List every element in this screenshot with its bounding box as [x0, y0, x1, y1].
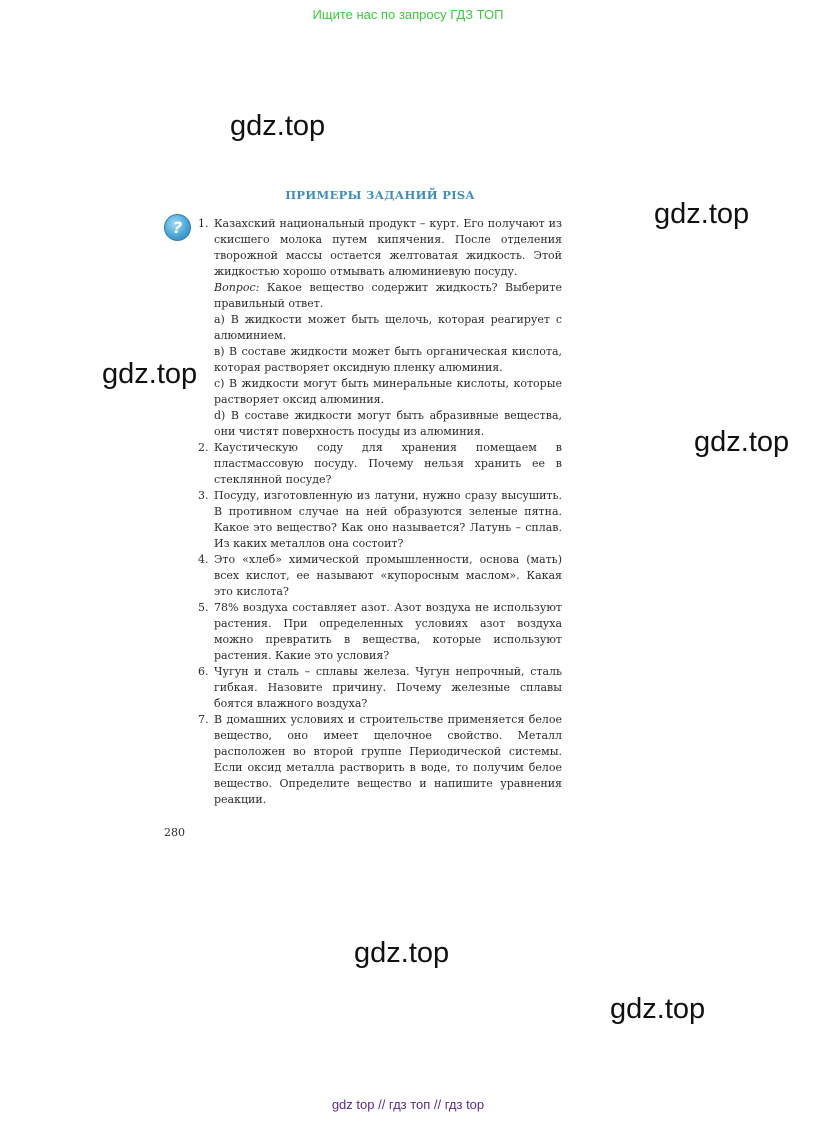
- task-number: 5.: [198, 601, 209, 614]
- watermark: gdz.top: [654, 198, 750, 230]
- task-item: [198, 600, 562, 664]
- task-text: Чугун и сталь – сплавы железа. Чугун непрочный, сталь гибкая. Назовите причину. Почему железные сплавы боятся влажного воздуха?: [214, 665, 562, 710]
- watermark: gdz.top: [610, 993, 706, 1025]
- watermark: gdz.top: [694, 426, 790, 458]
- task-item: [198, 664, 562, 712]
- watermark: gdz.top: [230, 110, 326, 142]
- task-item: [198, 440, 562, 488]
- question-icon: ?: [164, 214, 191, 241]
- task-number: 6.: [198, 665, 209, 678]
- task-number: 7.: [198, 713, 209, 726]
- task-item: [198, 488, 562, 552]
- question-text: Какое вещество содержит жидкость? Выберите правильный ответ.: [214, 281, 562, 310]
- task-item: [198, 712, 562, 808]
- watermark: gdz.top: [354, 937, 450, 969]
- section-title: ПРИМЕРЫ ЗАДАНИЙ PISA: [285, 188, 475, 202]
- task-text: Каустическую соду для хранения помещаем в пластмассовую посуду. Почему нельзя хранить ее в стеклянной посуде?: [214, 441, 562, 486]
- footer-links[interactable]: gdz top // гдз топ // гдз top: [331, 1097, 485, 1112]
- task-item: [198, 216, 562, 280]
- question-label: Вопрос:: [214, 281, 260, 294]
- task-number: 2.: [198, 441, 209, 454]
- task-question: [198, 280, 562, 312]
- page-number: 280: [164, 826, 185, 839]
- answer-option: а) В жидкости может быть щелочь, которая реагирует с алюминием.: [214, 313, 562, 342]
- task-text: Казахский национальный продукт – курт. Его получают из скисшего молока путем кипячения. После отделения творожной массы остается желтоватая жидкость. Этой жидкостью хорошо отмывать алюминиевую посуду.: [214, 217, 562, 278]
- answer-option: с) В жидкости могут быть минеральные кислоты, которые растворяет оксид алюминия.: [214, 377, 562, 406]
- task-number: 4.: [198, 553, 209, 566]
- answer-option: в) В составе жидкости может быть органическая кислота, которая растворяет оксидную пленку алюминия.: [214, 345, 562, 374]
- task-text: 78% воздуха составляет азот. Азот воздуха не используют растения. При определенных условиях азот воздуха можно превратить в вещества, которые используют растения. Какие это условия?: [214, 601, 562, 662]
- answer-option: d) В составе жидкости могут быть абразивные вещества, они чистят поверхность посуды из алюминия.: [214, 409, 562, 438]
- task-text: Посуду, изготовленную из латуни, нужно сразу высушить. В противном случае на ней образуются зеленые пятна. Какое это вещество? Как оно называется? Латунь – сплав. Из каких металлов она состоит?: [214, 489, 562, 550]
- task-number: 1.: [198, 217, 209, 230]
- task-list: [198, 216, 562, 808]
- task-text: Это «хлеб» химической промышленности, основа (мать) всех кислот, ее называют «купоросным маслом». Какая это кислота?: [214, 553, 562, 598]
- top-banner[interactable]: Ищите нас по запросу ГДЗ ТОП: [312, 7, 504, 22]
- task-item: [198, 552, 562, 600]
- watermark: gdz.top: [102, 358, 198, 390]
- task-text: В домашних условиях и строительстве применяется белое вещество, оно имеет щелочное свойство. Металл расположен во второй группе Периодической системы. Если оксид металла растворить в воде, то получим белое вещество. Определите вещество и напишите уравнения реакции.: [214, 713, 562, 806]
- task-number: 3.: [198, 489, 209, 502]
